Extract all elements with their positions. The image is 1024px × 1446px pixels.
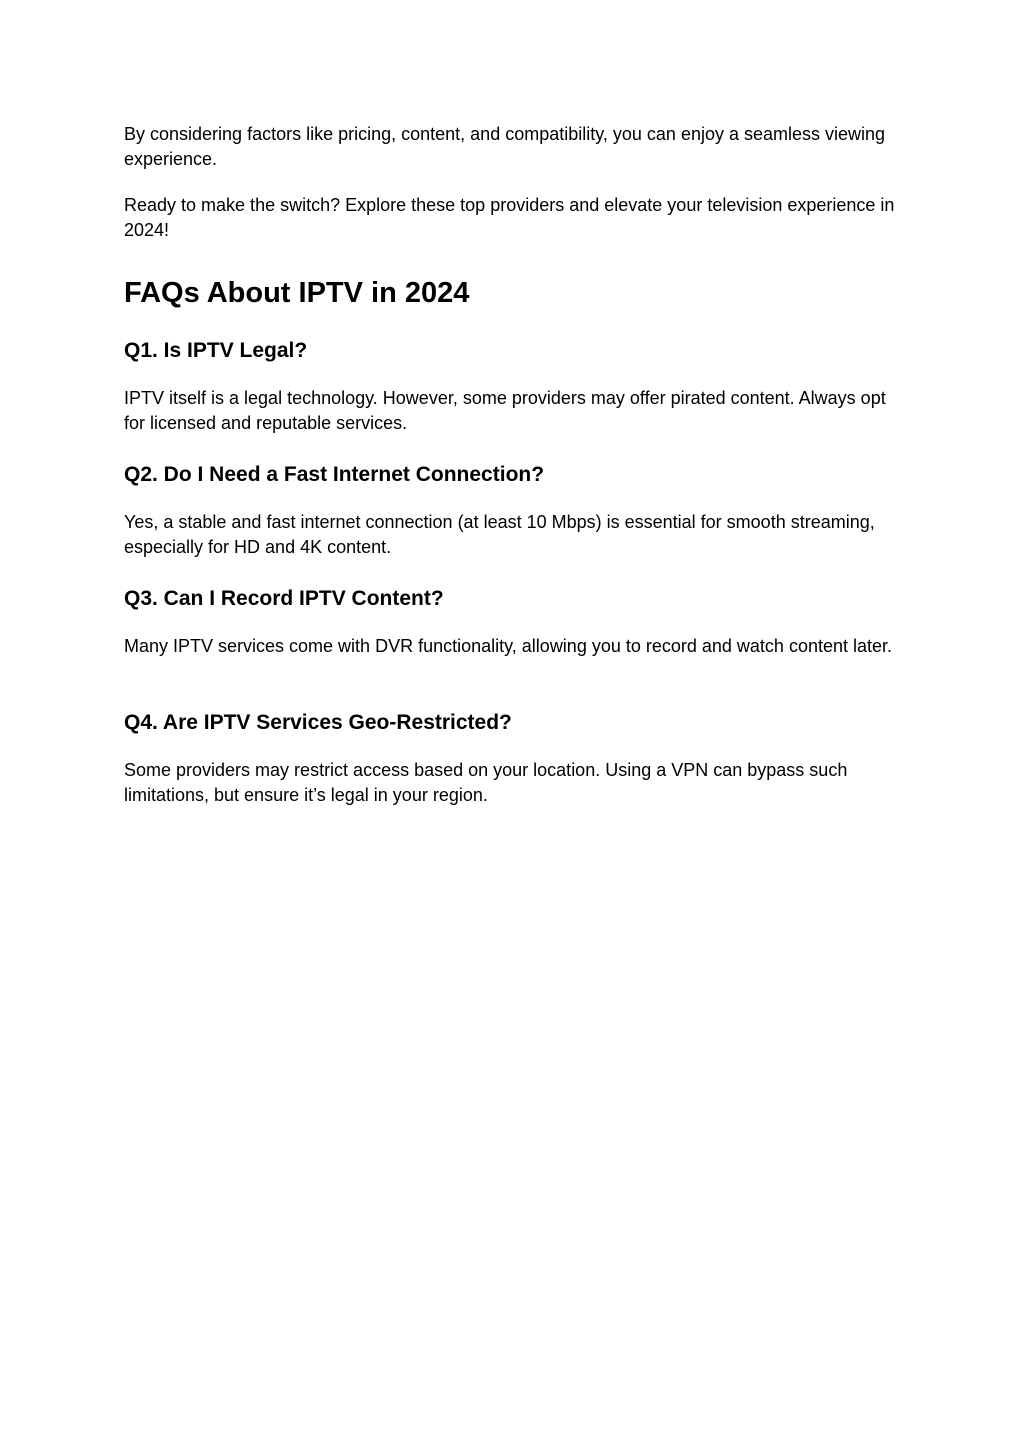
faq-question-record: Q3. Can I Record IPTV Content? bbox=[124, 587, 444, 610]
faq-section-heading: FAQs About IPTV in 2024 bbox=[124, 277, 470, 309]
faq-question-legal: Q1. Is IPTV Legal? bbox=[124, 339, 308, 362]
faq-answer-internet: Yes, a stable and fast internet connection (at least 10 Mbps) is essential for smooth streaming, especially for HD and 4K content. bbox=[124, 512, 875, 557]
faq-answer-record: Many IPTV services come with DVR functionality, allowing you to record and watch content later. bbox=[124, 636, 893, 656]
intro-paragraph-switch: Ready to make the switch? Explore these top providers and elevate your television experience in 2024! bbox=[124, 195, 895, 240]
intro-paragraph-pricing: By considering factors like pricing, content, and compatibility, you can enjoy a seamless viewing experience. bbox=[124, 124, 886, 169]
faq-answer-geo: Some providers may restrict access based on your location. Using a VPN can bypass such limitations, but ensure it’s legal in your region. bbox=[124, 760, 848, 805]
faq-question-internet: Q2. Do I Need a Fast Internet Connection? bbox=[124, 463, 545, 486]
faq-question-geo: Q4. Are IPTV Services Geo-Restricted? bbox=[124, 711, 512, 734]
faq-answer-legal: IPTV itself is a legal technology. However, some providers may offer pirated content. Always opt for licensed and reputable services. bbox=[124, 388, 886, 433]
